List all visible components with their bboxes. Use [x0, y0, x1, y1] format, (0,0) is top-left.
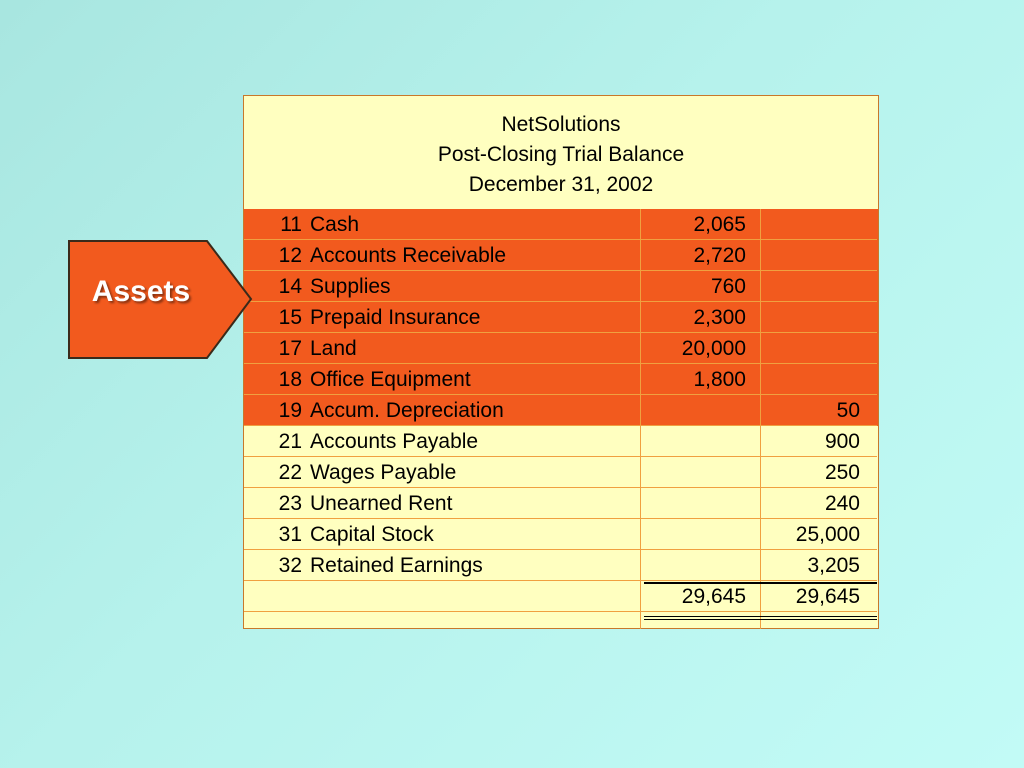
credit-total: 29,645	[795, 585, 860, 608]
assets-callout	[67, 239, 253, 360]
credit-amount: 25,000	[795, 523, 860, 546]
account-name: Prepaid Insurance	[310, 306, 481, 329]
total-double-underline	[644, 619, 877, 620]
table-row	[244, 488, 878, 519]
account-rows	[244, 209, 878, 612]
total-underline	[644, 582, 877, 584]
table-row	[244, 550, 878, 581]
account-name: Wages Payable	[310, 461, 457, 484]
debit-amount: 1,800	[693, 368, 746, 391]
debit-amount: 2,720	[693, 244, 746, 267]
account-name: Office Equipment	[310, 368, 471, 391]
debit-amount: 760	[710, 275, 746, 298]
table-row	[244, 209, 878, 240]
row-divider	[244, 611, 877, 612]
account-name: Supplies	[310, 275, 391, 298]
credit-amount: 240	[824, 492, 860, 515]
account-number: 12	[278, 244, 302, 267]
account-number: 31	[278, 523, 302, 546]
account-name: Capital Stock	[310, 523, 434, 546]
table-row	[244, 302, 878, 333]
table-row	[244, 426, 878, 457]
statement-heading	[244, 110, 878, 200]
account-name: Land	[310, 337, 357, 360]
account-name: Accounts Payable	[310, 430, 479, 453]
debit-amount: 2,300	[693, 306, 746, 329]
debit-amount: 2,065	[693, 213, 746, 236]
account-number: 21	[278, 430, 302, 453]
table-row	[244, 395, 878, 426]
account-name: Cash	[310, 213, 360, 236]
totals-row	[244, 581, 878, 612]
credit-amount: 900	[824, 430, 860, 453]
company-name: NetSolutions	[501, 113, 621, 136]
table-row	[244, 240, 878, 271]
account-name: Accounts Receivable	[310, 244, 507, 267]
account-number: 17	[278, 337, 302, 360]
statement-title: Post-Closing Trial Balance	[437, 143, 685, 166]
credit-amount: 250	[824, 461, 860, 484]
account-name: Accum. Depreciation	[310, 399, 504, 422]
account-number: 32	[278, 554, 302, 577]
table-row	[244, 333, 878, 364]
callout-label: Assets	[91, 275, 191, 308]
debit-total: 29,645	[681, 585, 746, 608]
account-number: 22	[278, 461, 302, 484]
credit-amount: 3,205	[807, 554, 860, 577]
account-name: Retained Earnings	[310, 554, 483, 577]
table-row	[244, 457, 878, 488]
account-number: 14	[278, 275, 302, 298]
account-number: 18	[278, 368, 302, 391]
statement-date: December 31, 2002	[468, 173, 654, 196]
total-double-underline	[644, 616, 877, 617]
account-number: 11	[280, 213, 302, 236]
account-number: 19	[278, 399, 302, 422]
account-number: 15	[278, 306, 302, 329]
credit-amount: 50	[836, 399, 860, 422]
debit-amount: 20,000	[681, 337, 746, 360]
table-row	[244, 519, 878, 550]
table-row	[244, 364, 878, 395]
account-name: Unearned Rent	[310, 492, 453, 515]
table-row	[244, 271, 878, 302]
trial-balance-panel	[243, 95, 879, 629]
account-number: 23	[278, 492, 302, 515]
